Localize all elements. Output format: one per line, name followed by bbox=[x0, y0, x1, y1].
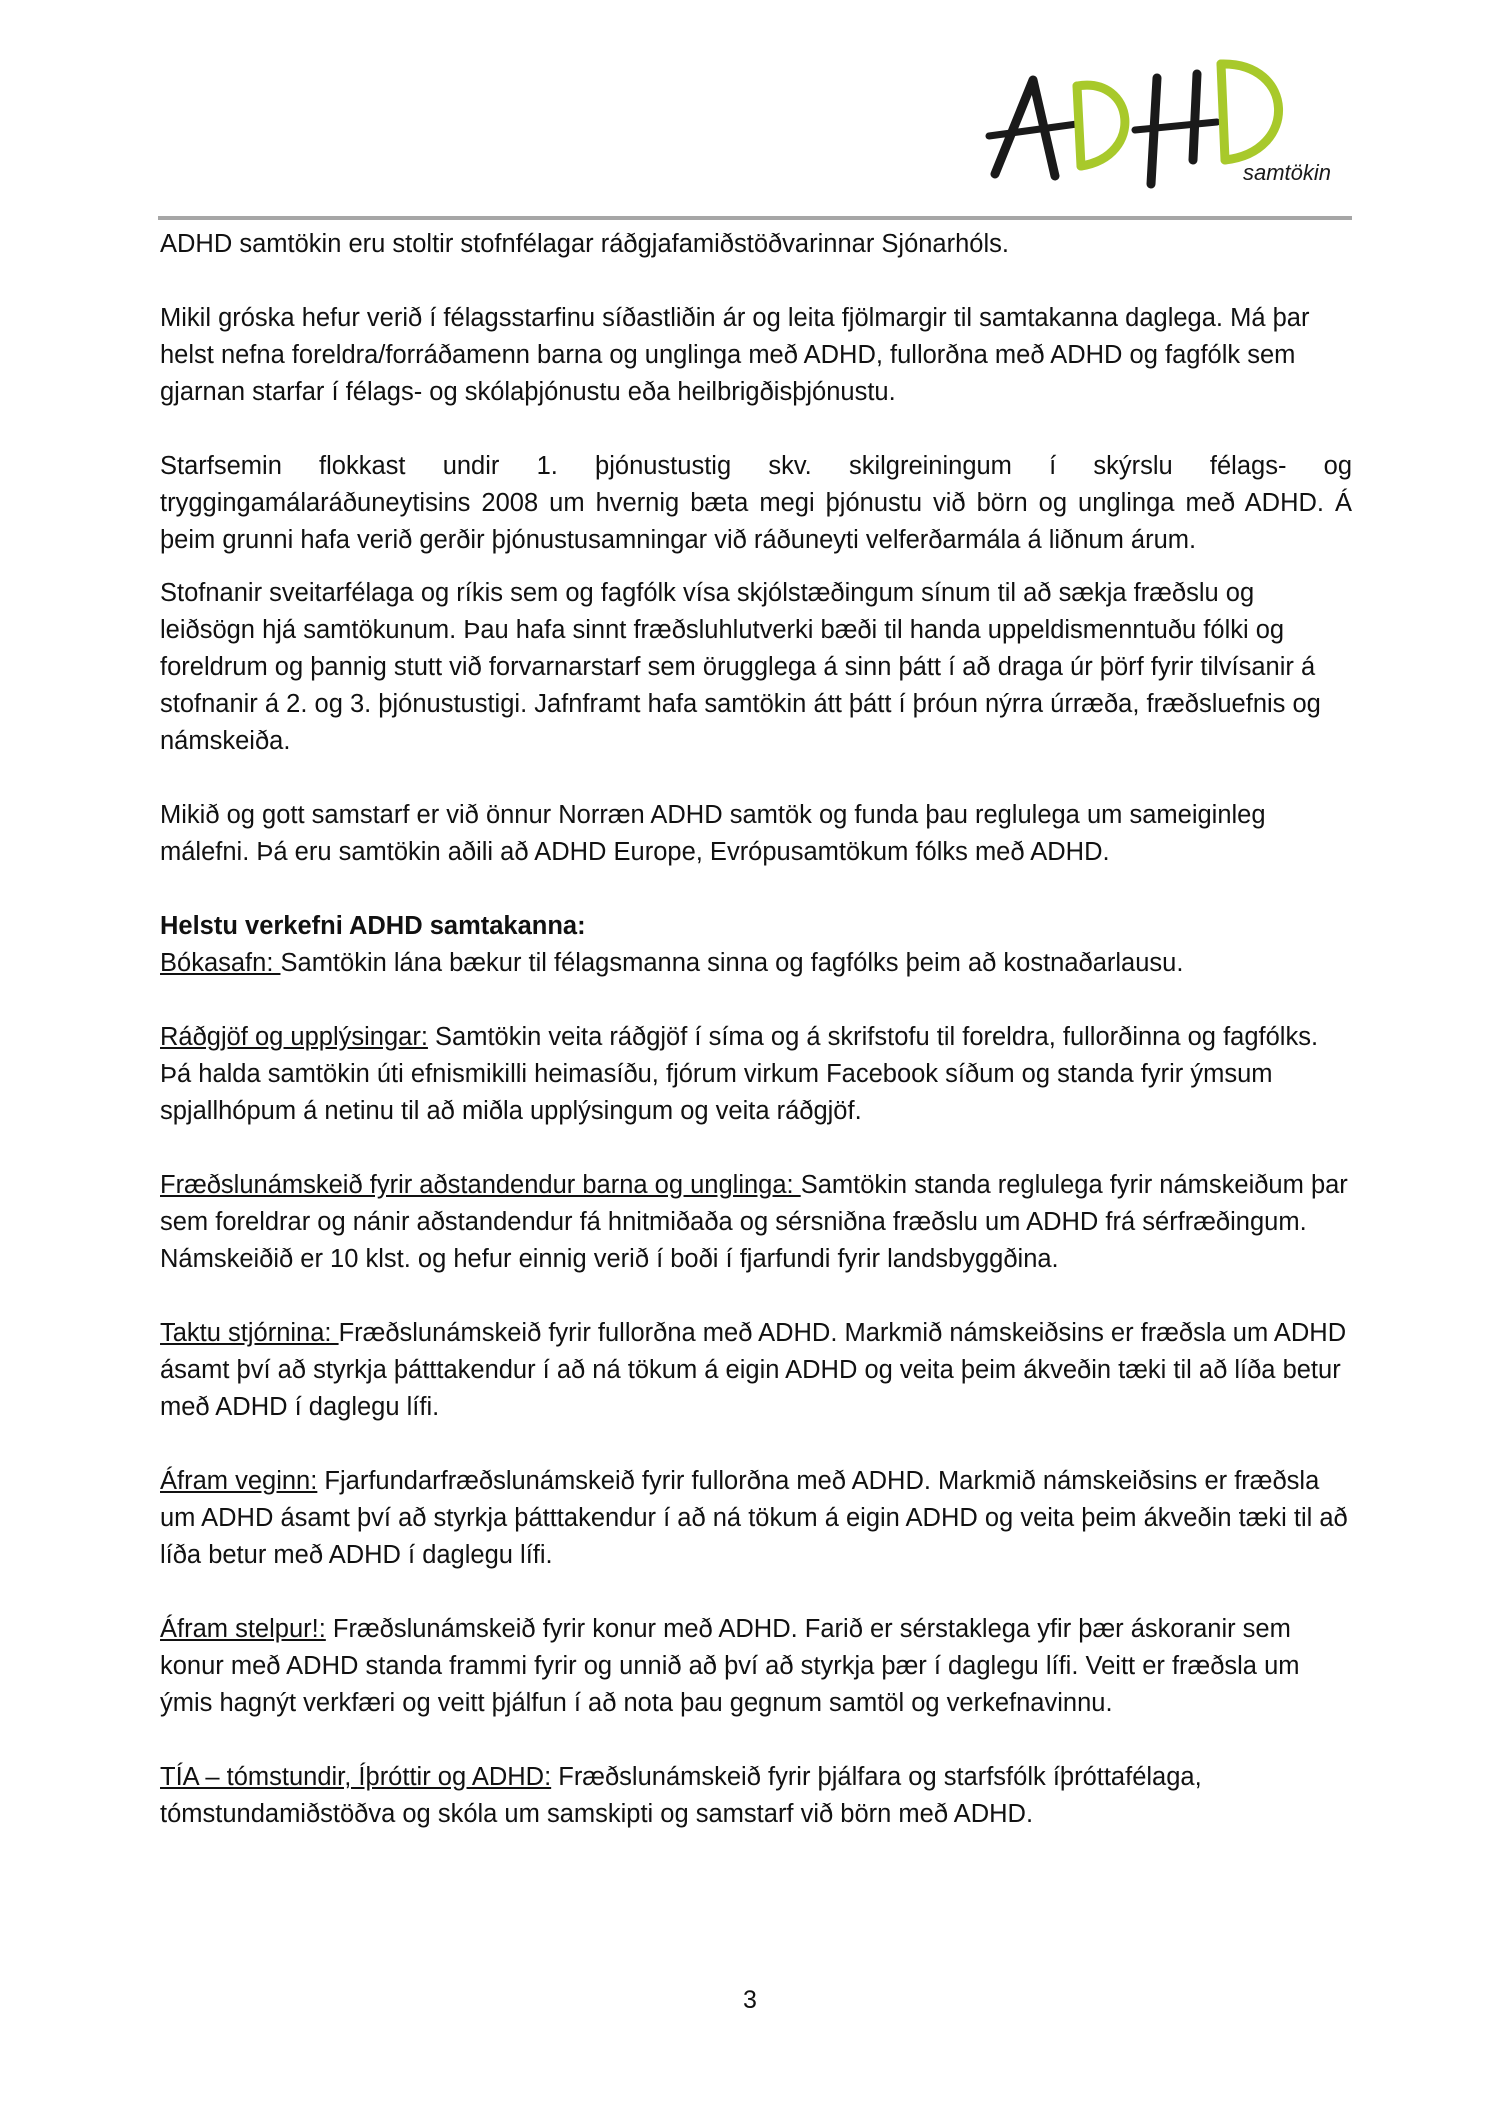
paragraph-sjonarholl: ADHD samtökin eru stoltir stofnfélagar ráðgjafamiðstöðvarinnar Sjónarhóls. bbox=[160, 230, 1009, 258]
task-afram-stelpur bbox=[160, 1611, 1352, 1722]
tasks-heading: Helstu verkefni ADHD samtakanna: bbox=[160, 912, 586, 940]
task-tia bbox=[160, 1759, 1352, 1833]
paragraph-groska: Mikil gróska hefur verið í félagsstarfinu síðastliðin ár og leita fjölmargir til samtakanna daglega. Má þar helst nefna foreldra/forráðamenn barna og unglinga með ADHD, fullorðna með ADHD og fagfólk sem gjarnan starfar í félags- og skólaþjónustu eða heilbrigðisþjónustu. bbox=[160, 304, 1310, 406]
task-text: Samtökin standa reglulega fyrir námskeiðum þar sem foreldrar og nánir aðstandendur fá hnitmiðaða og sérsniðna fræðslu um ADHD frá sérfræðingum. Námskeiðið er 10 klst. og hefur einnig verið í boði í fjarfundi fyrir landsbyggðina. bbox=[160, 1171, 1348, 1273]
task-title: Fræðslunámskeið fyrir aðstandendur barna og unglinga: bbox=[160, 1171, 801, 1199]
task-text: Fræðslunámskeið fyrir þjálfara og starfsfólk íþróttafélaga, tómstundamiðstöðva og skóla um samskipti og samstarf við börn með ADHD. bbox=[160, 1763, 1202, 1828]
task-title: Taktu stjórnina: bbox=[160, 1319, 339, 1347]
logo-graphic bbox=[985, 56, 1335, 196]
task-text: Fræðslunámskeið fyrir konur með ADHD. Farið er sérstaklega yfir þær áskoranir sem konur með ADHD standa frammi fyrir og unnið að því að styrkja þær í daglegu lífi. Veitt er fræðsla um ýmis hagnýt verkfæri og veitt þjálfun í að nota þau gegnum samtöl og verkefnavinnu. bbox=[160, 1615, 1300, 1717]
task-text: Fræðslunámskeið fyrir fullorðna með ADHD. Markmið námskeiðsins er fræðsla um ADHD ásamt því að styrkja þátttakendur í að ná tökum á eigin ADHD og veita þeim ákveðin tæki til að líða betur með ADHD í daglegu lífi. bbox=[160, 1319, 1347, 1421]
task-title: Áfram stelpur!: bbox=[160, 1615, 326, 1643]
task-text: Samtökin veita ráðgjöf í síma og á skrifstofu til foreldra, fullorðinna og fagfólks. Þá halda samtökin úti efnismikilli heimasíðu, fjórum virkum Facebook síðum og standa fyrir ýmsum spjallhópum á netinu til að miðla upplýsingum og veita ráðgjöf. bbox=[160, 1023, 1319, 1125]
task-taktu-stjornina bbox=[160, 1315, 1352, 1426]
task-text: Fjarfundarfræðslunámskeið fyrir fullorðna með ADHD. Markmið námskeiðsins er fræðsla um ADHD ásamt því að styrkja þátttakendur í að ná tökum á eigin ADHD og veita þeim ákveðin tæki til að líða betur með ADHD í daglegu lífi. bbox=[160, 1467, 1348, 1569]
task-radgjof bbox=[160, 1019, 1352, 1130]
page-number: 3 bbox=[743, 1986, 757, 2014]
task-title: Ráðgjöf og upplýsingar: bbox=[160, 1023, 428, 1051]
task-title: TÍA – tómstundir, Íþróttir og ADHD: bbox=[160, 1763, 552, 1791]
task-afram-veginn bbox=[160, 1463, 1352, 1574]
paragraph-stofnanir: Stofnanir sveitarfélaga og ríkis sem og fagfólk vísa skjólstæðingum sínum til að sækja fræðslu og leiðsögn hjá samtökunum. Þau hafa sinnt fræðsluhlutverki bæði til handa uppeldismenntuðu fólki og foreldrum og þannig stutt við forvarnarstarf sem örugglega á sinn þátt í að draga úr þörf fyrir tilvísanir á stofnanir á 2. og 3. þjónustustigi. Jafnframt hafa samtökin átt þátt í þróun nýrra úrræða, fræðsluefnis og námskeiða. bbox=[160, 579, 1321, 755]
paragraph-thjonustustig: Starfsemin flokkast undir 1. þjónustustig skv. skilgreiningum í skýrslu félags- og tryggingamálaráðuneytisins 2008 um hvernig bæta megi þjónustu við börn og unglinga með ADHD. Á þeim grunni hafa verið gerðir þjónustusamningar við ráðuneyti velferðarmála á liðnum árum. bbox=[160, 452, 1352, 554]
task-bokasafn bbox=[160, 945, 1352, 982]
task-title: Bókasafn: bbox=[160, 949, 281, 977]
document-body bbox=[160, 226, 1352, 1833]
task-title: Áfram veginn: bbox=[160, 1467, 318, 1495]
task-fraedslunamskeid bbox=[160, 1167, 1352, 1278]
task-text: Samtökin lána bækur til félagsmanna sinna og fagfólks þeim að kostnaðarlausu. bbox=[280, 949, 1184, 977]
paragraph-samstarf: Mikið og gott samstarf er við önnur Norræn ADHD samtök og funda þau reglulega um sameiginleg málefni. Þá eru samtökin aðili að ADHD Europe, Evrópusamtökum fólks með ADHD. bbox=[160, 801, 1266, 866]
adhd-samtokin-logo bbox=[985, 56, 1335, 196]
header-divider bbox=[158, 216, 1352, 220]
logo-subtext: samtökin bbox=[1243, 160, 1332, 185]
